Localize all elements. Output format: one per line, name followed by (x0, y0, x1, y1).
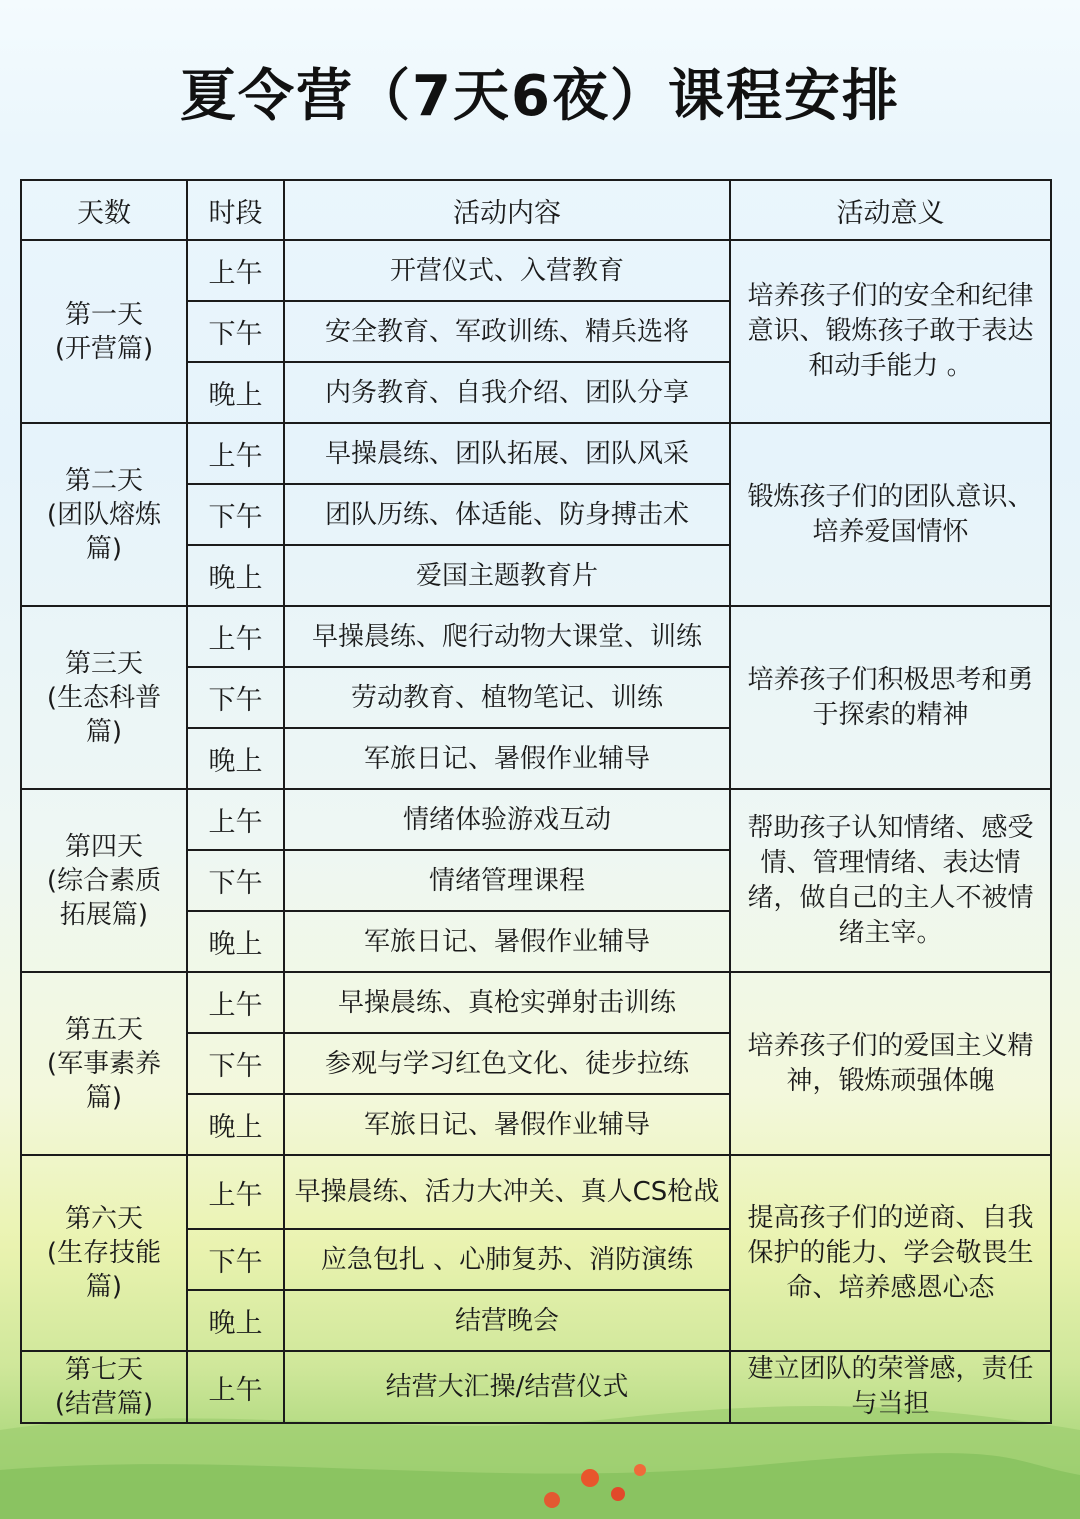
period-cell: 晚上 (187, 545, 284, 606)
meaning-cell: 培养孩子们的爱国主义精神，锻炼顽强体魄 (730, 972, 1051, 1155)
period-cell: 上午 (187, 423, 284, 484)
period-cell: 晚上 (187, 1094, 284, 1155)
activity-cell: 军旅日记、暑假作业辅导 (284, 1094, 730, 1155)
activity-cell: 结营大汇操/结营仪式 (284, 1351, 730, 1423)
meaning-cell: 帮助孩子认知情绪、感受情、管理情绪、表达情绪，做自己的主人不被情绪主宰。 (730, 789, 1051, 972)
table-row (21, 1351, 1051, 1423)
day-cell: 第一天 (开营篇) (21, 240, 187, 423)
period-cell: 下午 (187, 1033, 284, 1094)
activity-cell: 情绪管理课程 (284, 850, 730, 911)
activity-cell: 早操晨练、活力大冲关、真人CS枪战 (284, 1155, 730, 1229)
activity-cell: 团队历练、体适能、防身搏击术 (284, 484, 730, 545)
period-cell: 下午 (187, 667, 284, 728)
day-cell: 第六天 (生存技能 篇) (21, 1155, 187, 1351)
period-cell: 下午 (187, 1229, 284, 1290)
period-cell: 上午 (187, 606, 284, 667)
table-row (21, 1155, 1051, 1229)
activity-cell: 内务教育、自我介绍、团队分享 (284, 362, 730, 423)
meaning-cell: 建立团队的荣誉感，责任与当担 (730, 1351, 1051, 1423)
header-meaning: 活动意义 (730, 180, 1051, 240)
activity-cell: 早操晨练、真枪实弹射击训练 (284, 972, 730, 1033)
period-cell: 下午 (187, 301, 284, 362)
activity-cell: 开营仪式、入营教育 (284, 240, 730, 301)
day-cell: 第二天 (团队熔炼 篇) (21, 423, 187, 606)
activity-cell: 劳动教育、植物笔记、训练 (284, 667, 730, 728)
page-title: 夏令营（7天6夜）课程安排 (180, 64, 900, 129)
activity-cell: 军旅日记、暑假作业辅导 (284, 728, 730, 789)
activity-cell: 爱国主题教育片 (284, 545, 730, 606)
header-row (21, 180, 1051, 240)
meaning-cell: 锻炼孩子们的团队意识、培养爱国情怀 (730, 423, 1051, 606)
activity-cell: 参观与学习红色文化、徒步拉练 (284, 1033, 730, 1094)
activity-cell: 情绪体验游戏互动 (284, 789, 730, 850)
day-cell: 第三天 (生态科普 篇) (21, 606, 187, 789)
period-cell: 下午 (187, 850, 284, 911)
day-cell: 第七天 (结营篇) (21, 1351, 187, 1423)
period-cell: 上午 (187, 1351, 284, 1423)
meaning-cell: 培养孩子们积极思考和勇于探索的精神 (730, 606, 1051, 789)
period-cell: 晚上 (187, 911, 284, 972)
table-row (21, 423, 1051, 484)
header-day: 天数 (21, 180, 187, 240)
period-cell: 上午 (187, 972, 284, 1033)
table-row (21, 606, 1051, 667)
activity-cell: 安全教育、军政训练、精兵选将 (284, 301, 730, 362)
table-row (21, 789, 1051, 850)
period-cell: 上午 (187, 789, 284, 850)
period-cell: 下午 (187, 484, 284, 545)
period-cell: 上午 (187, 1155, 284, 1229)
activity-cell: 早操晨练、爬行动物大课堂、训练 (284, 606, 730, 667)
period-cell: 晚上 (187, 362, 284, 423)
meaning-cell: 提高孩子们的逆商、自我保护的能力、学会敬畏生命、培养感恩心态 (730, 1155, 1051, 1351)
activity-cell: 早操晨练、团队拓展、团队风采 (284, 423, 730, 484)
period-cell: 晚上 (187, 728, 284, 789)
header-activity: 活动内容 (284, 180, 730, 240)
activity-cell: 结营晚会 (284, 1290, 730, 1351)
activity-cell: 应急包扎 、心肺复苏、消防演练 (284, 1229, 730, 1290)
table-row (21, 240, 1051, 301)
day-cell: 第五天 (军事素养 篇) (21, 972, 187, 1155)
activity-cell: 军旅日记、暑假作业辅导 (284, 911, 730, 972)
table-row (21, 972, 1051, 1033)
day-cell: 第四天 (综合素质 拓展篇) (21, 789, 187, 972)
period-cell: 上午 (187, 240, 284, 301)
header-period: 时段 (187, 180, 284, 240)
period-cell: 晚上 (187, 1290, 284, 1351)
meaning-cell: 培养孩子们的安全和纪律意识、锻炼孩子敢于表达和动手能力 。 (730, 240, 1051, 423)
schedule-table (20, 179, 1052, 1424)
